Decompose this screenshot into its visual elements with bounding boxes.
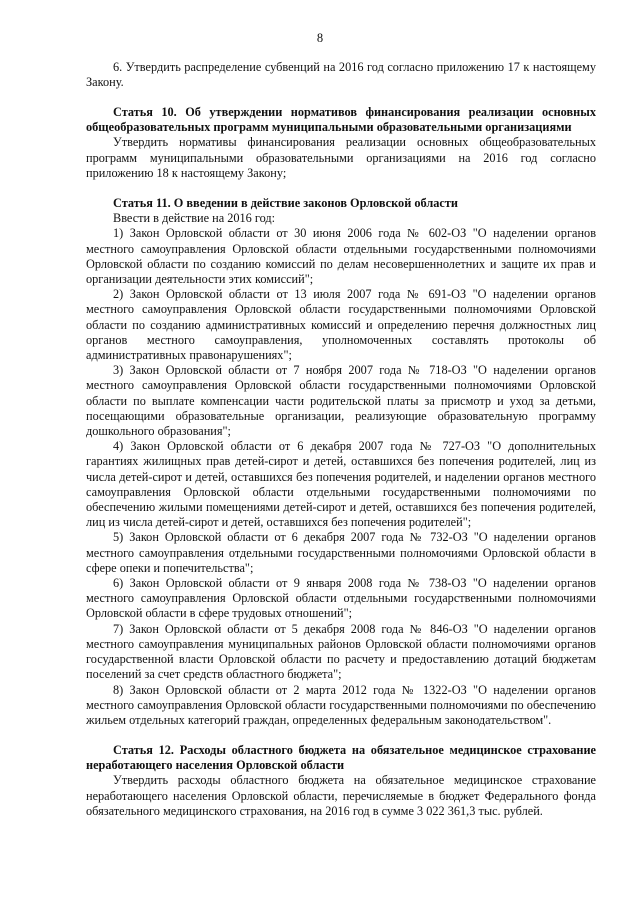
paragraph-6: 6. Утвердить распределение субвенций на 2016 год согласно приложению 17 к настоящему Закону. (86, 60, 596, 90)
article-11-item-2: 2) Закон Орловской области от 13 июля 2007 года № 691-ОЗ "О наделении органов местного самоуправления Орловской области государственными полномочиями Орловской области по созданию административных комиссий и определению перечня должностных лиц органов местного самоуправления, уполномоченных составлять протоколы об административных правонарушениях"; (86, 287, 596, 363)
article-11-item-3: 3) Закон Орловской области от 7 ноября 2007 года № 718-ОЗ "О наделении органов местного самоуправления Орловской области государственными полномочиями Орловской области по выплате компенсации части родительской платы за присмотр и уход за детьми, посещающими образовательные организации, реализующие образовательную программу дошкольного образования"; (86, 363, 596, 439)
article-10-body: Утвердить нормативы финансирования реализации основных общеобразовательных программ муниципальными образовательными организациями на 2016 год согласно приложению 18 к настоящему Закону; (86, 135, 596, 180)
article-11-item-4: 4) Закон Орловской области от 6 декабря 2007 года № 727-ОЗ "О дополнительных гарантиях жилищных прав детей-сирот и детей, оставшихся без попечения родителей, лиц из числа детей-сирот и детей, оставшихся без попечения родителей, и наделении органов местного самоуправления Орловской области отдельными государственными полномочиями по обеспечению жилыми помещениями детей-сирот и детей, оставшихся без попечения родителей, лиц из числа детей-сирот и детей, оставшихся без попечения родителей"; (86, 439, 596, 530)
article-11-item-8: 8) Закон Орловской области от 2 марта 2012 года № 1322-ОЗ "О наделении органов местного самоуправления Орловской области государственными полномочиями по обеспечению жильем отдельных категорий граждан, определенных федеральным законодательством". (86, 682, 596, 727)
article-10 (86, 105, 596, 181)
article-12-body: Утвердить расходы областного бюджета на обязательное медицинское страхование неработающего населения Орловской области, перечисляемые в бюджет Федерального фонда обязательного медицинского страхования, на 2016 год в сумме 3 022 361,3 тыс. рублей. (86, 773, 596, 818)
article-10-title: Статья 10. Об утверждении нормативов финансирования реализации основных общеобразовательных программ муниципальными образовательными организациями (86, 105, 596, 135)
article-11 (86, 196, 596, 728)
article-12-title: Статья 12. Расходы областного бюджета на обязательное медицинское страхование неработающего населения Орловской области (86, 743, 596, 773)
article-11-item-1: 1) Закон Орловской области от 30 июня 2006 года № 602-ОЗ "О наделении органов местного самоуправления Орловской области отдельными государственными полномочиями Орловской области по созданию комиссий по делам несовершеннолетних и защите их прав и организации деятельности этих комиссий"; (86, 226, 596, 287)
article-12 (86, 743, 596, 819)
article-11-item-5: 5) Закон Орловской области от 6 декабря 2007 года № 732-ОЗ "О наделении органов местного самоуправления отдельными государственными полномочиями Орловской области в сфере опеки и попечительства"; (86, 530, 596, 575)
paragraph-6-block (86, 60, 596, 90)
article-11-title: Статья 11. О введении в действие законов Орловской области (113, 196, 458, 210)
article-11-item-6: 6) Закон Орловской области от 9 января 2008 года № 738-ОЗ "О наделении органов местного самоуправления Орловской области отдельными государственными полномочиями Орловской области в сфере трудовых отношений"; (86, 576, 596, 621)
article-11-item-7: 7) Закон Орловской области от 5 декабря 2008 года № 846-ОЗ "О наделении органов местного самоуправления муниципальных районов Орловской области полномочиями органов государственной власти Орловской области по расчету и предоставлению дотаций бюджетам поселений за счет средств областного бюджета"; (86, 621, 596, 682)
article-11-intro: Ввести в действие на 2016 год: (113, 211, 276, 226)
page-number: 8 (316, 31, 324, 45)
